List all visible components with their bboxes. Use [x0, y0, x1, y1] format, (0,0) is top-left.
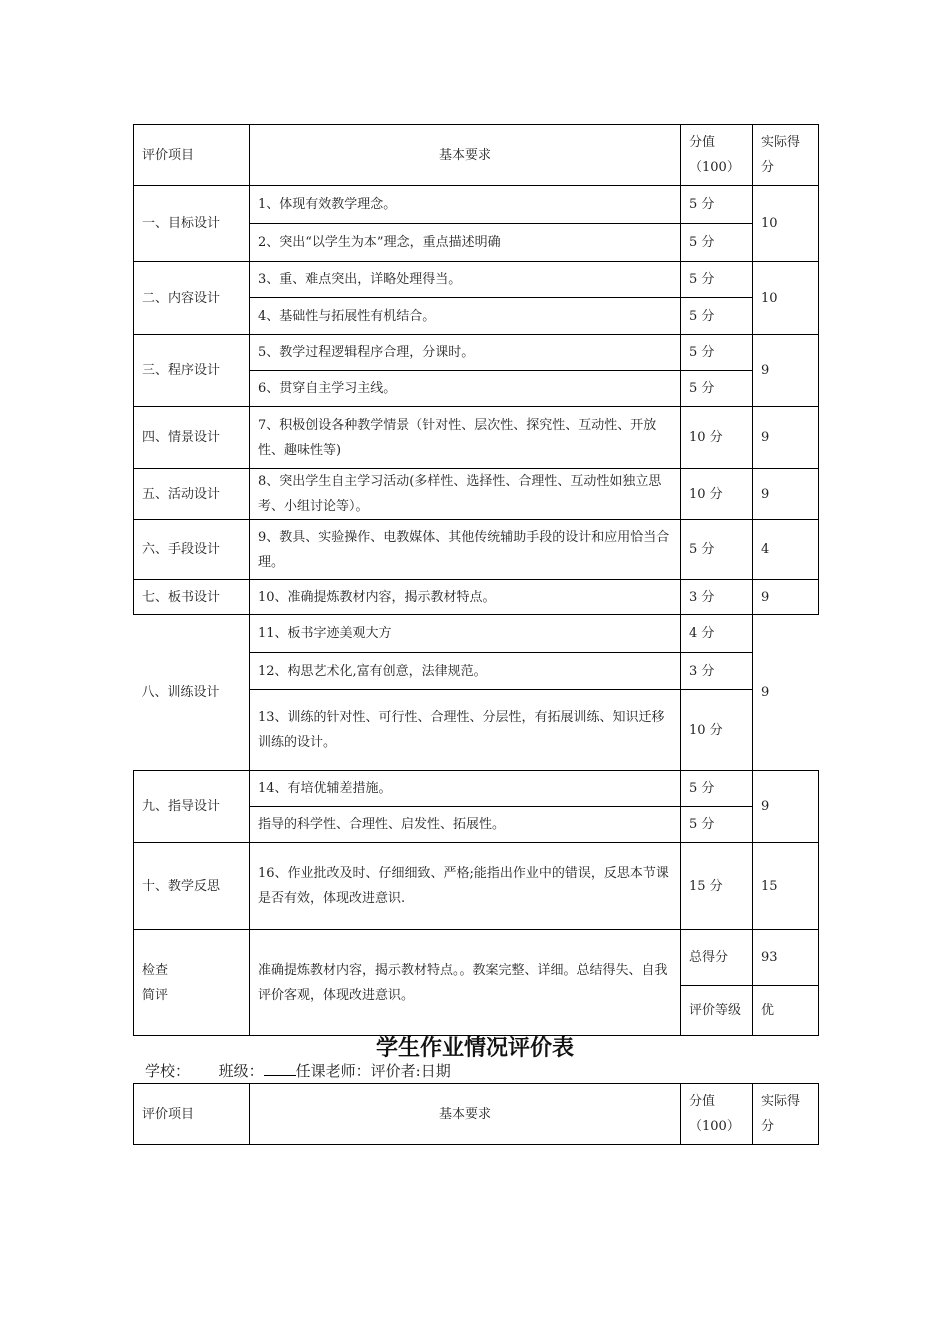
item-name: 六、手段设计: [134, 520, 250, 580]
requirement: 4、基础性与拓展性有机结合。: [250, 298, 681, 335]
actual-score: 9: [753, 771, 819, 843]
item-name: 一、目标设计: [134, 186, 250, 262]
requirement: 7、积极创设各种教学情景（针对性、层次性、探究性、互动性、开放性、趣味性等): [250, 407, 681, 469]
score: 10 分: [681, 407, 753, 469]
table-row: [134, 262, 819, 298]
form-meta-line: [145, 1060, 451, 1081]
requirement: 1、体现有效教学理念。: [250, 186, 681, 224]
table-row: [134, 469, 819, 520]
actual-score: 10: [753, 262, 819, 335]
score: 4 分: [681, 615, 753, 653]
header-score-line1: 分值: [689, 135, 716, 150]
summary-name-line1: 检查: [142, 962, 169, 978]
item-name: 十、教学反思: [134, 843, 250, 930]
actual-score: 15: [753, 843, 819, 930]
score: 15 分: [681, 843, 753, 930]
table-row: [134, 843, 819, 930]
requirement: 9、教具、实验操作、电教媒体、其他传统辅助手段的设计和应用恰当合理。: [250, 520, 681, 580]
evaluator-label: 评价者:: [370, 1062, 421, 1080]
header-score-line2: （100）: [689, 160, 740, 175]
item-name: 四、情景设计: [134, 407, 250, 469]
score: 5 分: [681, 771, 753, 807]
class-blank: [264, 1061, 296, 1076]
header-requirement: 基本要求: [250, 125, 681, 186]
score: 5 分: [681, 262, 753, 298]
header-requirement: 基本要求: [250, 1084, 681, 1145]
score: 3 分: [681, 653, 753, 690]
score: 5 分: [681, 335, 753, 371]
actual-score: 10: [753, 186, 819, 262]
header-actual-line2: 分: [761, 1119, 775, 1134]
table-header-row: [134, 1084, 819, 1145]
summary-text: 准确提炼教材内容，揭示教材特点。。教案完整、详细。总结得失、自我评价客观，体现改进意识。: [250, 930, 681, 1036]
total-score-label: 总得分: [681, 930, 753, 986]
requirement: 12、构思艺术化,富有创意，法律规范。: [250, 653, 681, 690]
score: 5 分: [681, 807, 753, 843]
actual-score: 9: [753, 580, 819, 615]
total-score-value: 93: [753, 930, 819, 986]
table-row: [134, 335, 819, 371]
requirement: 11、板书字迹美观大方: [250, 615, 681, 653]
table-row: [134, 615, 819, 653]
requirement: 10、准确提炼教材内容，揭示教材特点。: [250, 580, 681, 615]
item-name: 三、程序设计: [134, 335, 250, 407]
item-name: 七、板书设计: [134, 580, 250, 615]
requirement: 14、有培优辅差措施。: [250, 771, 681, 807]
requirement: 8、突出学生自主学习活动(多样性、选择性、合理性、互动性如独立思考、小组讨论等）。: [250, 469, 681, 520]
actual-score: 4: [753, 520, 819, 580]
header-item: 评价项目: [134, 1084, 250, 1145]
grade-value: 优: [753, 986, 819, 1036]
header-score-line1: 分值: [689, 1094, 716, 1109]
item-name: 九、指导设计: [134, 771, 250, 843]
requirement: 13、训练的针对性、可行性、合理性、分层性，有拓展训练、知识迁移训练的设计。: [250, 690, 681, 771]
actual-score: 9: [753, 615, 819, 771]
actual-score: 9: [753, 407, 819, 469]
table-header-row: [134, 125, 819, 186]
score: 5 分: [681, 520, 753, 580]
header-score: [681, 125, 753, 186]
header-item: 评价项目: [134, 125, 250, 186]
requirement: 16、作业批改及时、仔细细致、严格;能指出作业中的错误，反思本节课是否有效，体现改进意识.: [250, 843, 681, 930]
homework-evaluation-title: 学生作业情况评价表: [375, 1036, 574, 1061]
table-row: [134, 520, 819, 580]
header-actual-line2: 分: [761, 160, 775, 175]
school-label: 学校：: [145, 1062, 191, 1080]
score: 5 分: [681, 371, 753, 407]
score: 3 分: [681, 580, 753, 615]
grade-label: 评价等级: [681, 986, 753, 1036]
score: 5 分: [681, 224, 753, 262]
requirement: 指导的科学性、合理性、启发性、拓展性。: [250, 807, 681, 843]
homework-evaluation-table: [133, 1083, 819, 1145]
score: 10 分: [681, 690, 753, 771]
header-score-line2: （100）: [689, 1119, 740, 1134]
header-score: [681, 1084, 753, 1145]
summary-name-line2: 简评: [142, 987, 169, 1003]
header-actual-line1: 实际得: [761, 1094, 801, 1109]
item-name: 八、训练设计: [134, 615, 250, 771]
class-label: 班级：: [218, 1062, 264, 1080]
requirement: 2、突出“以学生为本”理念，重点描述明确: [250, 224, 681, 262]
score: 5 分: [681, 298, 753, 335]
header-actual: [753, 1084, 819, 1145]
table-row: [134, 186, 819, 224]
requirement: 3、重、难点突出，详略处理得当。: [250, 262, 681, 298]
lesson-plan-evaluation-table: [133, 124, 819, 1036]
summary-name: [134, 930, 250, 1036]
requirement: 6、贯穿自主学习主线。: [250, 371, 681, 407]
teacher-label: 任课老师：: [295, 1062, 371, 1080]
item-name: 二、内容设计: [134, 262, 250, 335]
header-actual-line1: 实际得: [761, 135, 801, 150]
header-actual: [753, 125, 819, 186]
table-row: [134, 771, 819, 807]
date-label: 日期: [420, 1062, 451, 1080]
score: 5 分: [681, 186, 753, 224]
table-row: [134, 580, 819, 615]
actual-score: 9: [753, 335, 819, 407]
item-name: 五、活动设计: [134, 469, 250, 520]
actual-score: 9: [753, 469, 819, 520]
table-row: [134, 407, 819, 469]
summary-row: [134, 930, 819, 986]
score: 10 分: [681, 469, 753, 520]
requirement: 5、教学过程逻辑程序合理，分课时。: [250, 335, 681, 371]
